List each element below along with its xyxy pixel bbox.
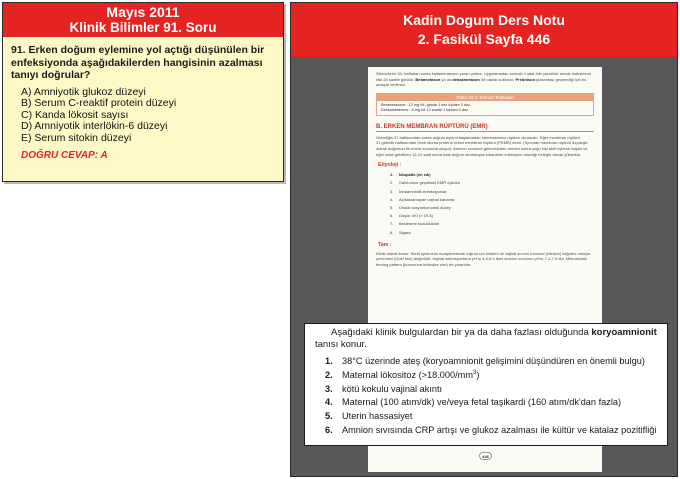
etiology-item: 3. İntraamniotik enfeksiyonlar xyxy=(390,188,447,194)
findings-list xyxy=(305,351,667,438)
page-intro-text: Steroidlerin 34. haftadan sonra kullanılmasının yararı yoktur. Uygulamadan sonraki 4 saat bile yararlıdır ancak maksimum etki 24 saatte görülür. xyxy=(376,71,591,82)
exam-date: Mayıs 2011 xyxy=(106,4,180,20)
finding-item: 6. Amnion sıvısında CRP artışı ve glukoz azalması ile kültür ve katalaz pozitifliği xyxy=(325,424,657,435)
finding-item: 2. Maternal lökositoz $(>18.000/mm^3)$ xyxy=(325,369,480,380)
page-intro-mid: ya da xyxy=(440,76,453,82)
page-number: 446 xyxy=(479,452,492,460)
diagnosis-text: Klinik olarak konur. Steril spekulum muayenesinde vajinal sıvı birikimi ve vajinal sıvının turnusol (nitrazin) kağıdını maviye çevirmesi (Gold test) değerlidir. Vajinal sekresyonların pH'sı 4.5-6.0 iken amnion sıvısının pH'sı 7.1-7.3 dür. Mikroskobik ferning pattern (kurumuna kristalize olur) de yararlıdır. xyxy=(376,250,591,267)
correct-answer: DOĞRU CEVAP: A xyxy=(21,150,108,161)
etiology-item: 1. İdiopatik (en sık) xyxy=(390,172,431,178)
drug-prednison: Prednison xyxy=(515,76,536,82)
diagnosis-heading: Tanı : xyxy=(378,241,392,248)
section-body-text: Gebeliğin 37.haftasından sonra doğum eylemi başlamadan membranların rüptüre olmasıdır. Eğer membran rüptürü 37.gebelik haftasından önce olursa preterm erken membran rüptürü (PEMR) denir. (Spontan membran rüptürü fizyolojik olarak doğumun ilk evresi sonunda oluşur). Amnion sıvısının gelmesinden hemen sonra çoğu kişi aktif eyleme başlar ve eğer sular geldikten 12-24 saat sonra hala doğum olmamışsa intrauterin infeksiyon olasılığı belirgin olarak yüksektir. xyxy=(376,134,588,157)
page-intro-end: İM olarak kullanılır. xyxy=(479,76,515,82)
callout-intro: Aşağıdaki klinik bulgulardan bir ya da daha fazlası olduğunda koryoamnionit tanısı konur. xyxy=(315,327,657,350)
question-header xyxy=(3,3,283,37)
drug-deksametazon: deksametazon xyxy=(452,76,480,82)
etiology-item: 7. Beslenme bozuklukları xyxy=(390,221,440,227)
option-e: E) Serum sitokin düzeyi xyxy=(21,131,132,144)
option-b: B) Serum C-reaktif protein düzeyi xyxy=(21,97,177,109)
question-card xyxy=(2,2,284,182)
finding-item: 1. 38°C üzerinde ateş (koryoamnionit gelişimini düşündüren en önemli bulgu) xyxy=(325,356,645,366)
finding-item: 4. Maternal (100 atım/dk) ve/veya fetal taşikardi (160 atım/dk'dan fazla) xyxy=(325,397,622,408)
steroid-row-1: Betametazone : 12 mg IM, günde 1 kez toplam 2 doz xyxy=(381,102,471,107)
answer-options xyxy=(3,82,283,145)
book-header xyxy=(291,3,677,57)
book-page-ref: 2. Fasikül Sayfa 446 xyxy=(417,31,551,47)
book-panel xyxy=(290,2,678,477)
steroid-table-title: Tablo 33.2: Steroid Tedavileri xyxy=(377,94,593,101)
book-title: Kadin Dogum Ders Notu xyxy=(403,12,565,28)
finding-item: 5. Uterin hassasiyet xyxy=(325,411,413,422)
option-d: D) Amniyotik interlökin-6 düzeyi xyxy=(21,120,168,132)
etiology-item: 4. Açıklanamayan vajinal kanama xyxy=(390,196,455,202)
callout-box xyxy=(304,323,668,446)
etiology-heading: Etiyoloji : xyxy=(378,162,402,169)
option-a: A) Amniyotik glukoz düzeyi xyxy=(21,85,146,98)
question-source: Klinik Bilimler 91. Soru xyxy=(69,20,217,35)
etiology-item: 8. Sigara xyxy=(390,229,411,235)
etiology-item: 5. Düşük sosyoekonomik düzey xyxy=(390,204,451,210)
drug-betametazon: Betametazon xyxy=(415,76,441,82)
section-heading: B. ERKEN MEMBRAN RÜPTÜRÜ (EMR) xyxy=(376,123,594,132)
etiology-item: 2. Daha önce geçirilmiş EMR öyküsü xyxy=(390,180,460,186)
page-intro-end2: plasentayı geçmediği için bu amaçla verilmez. xyxy=(376,76,587,88)
etiology-item: 6. Düşük VKİ (< 19.8) xyxy=(390,213,433,219)
keyword-koryoamnionit: koryoamnionit xyxy=(591,327,657,338)
steroid-table xyxy=(376,93,594,116)
steroid-row-2: Deksametazone : 6 mg IM 12 saatte 1 toplam 4 doz xyxy=(381,107,468,112)
option-c: C) Kanda lökosit sayısı xyxy=(21,108,129,121)
etiology-list xyxy=(368,169,602,237)
page-intro xyxy=(368,67,602,88)
question-text: 91. Erken doğum eylemine yol açtığı düşünülen bir enfeksiyonda aşağıdakilerden hangisinin azalması tanıyı doğrular? xyxy=(11,44,265,81)
finding-item: 3. kötü kokulu vajinal akıntı xyxy=(325,383,443,394)
